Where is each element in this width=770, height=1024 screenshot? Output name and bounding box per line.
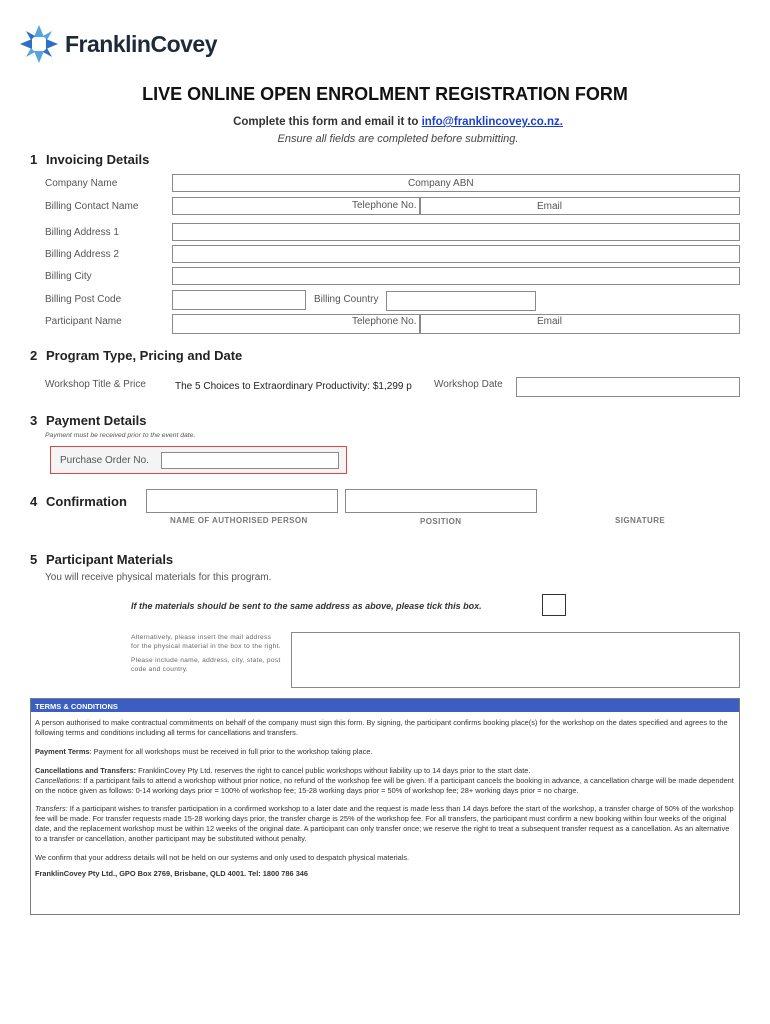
terms-privacy: We confirm that your address details will not be held on our systems and only used to despatch physical materials. [35,853,410,862]
workshop-date-label: Workshop Date [434,379,503,390]
section-2-number: 2 [30,348,38,363]
terms-cancellations [35,766,735,796]
position-input[interactable] [345,489,537,513]
brand-name: FranklinCovey [65,31,217,57]
section-5-number: 5 [30,552,38,567]
section-5-title: Participant Materials [46,552,174,567]
authorised-name-input[interactable] [146,489,338,513]
contact-email-link[interactable]: info@franklincovey.co.nz. [421,116,563,128]
terms-cancellations-text: If a participant fails to attend a workshop without prior notice, no refund of the workshop fee will be given. If a participant cancels the booking in advance, a cancellation charge will be made dependent on the notice given as follows: 0-14 working days prior = 100% of workshop fee; 15-28 working days prior = 50% of workshop fee; 28+ working days prior = no charge. [35,776,734,795]
terms-cancel-label: Cancellations and Transfers: [35,766,137,775]
billing-address-2-input[interactable] [172,245,740,263]
section-5-heading [30,552,173,567]
billing-post-code-input[interactable] [172,290,306,310]
page-title: LIVE ONLINE OPEN ENROLMENT REGISTRATION FORM [142,84,628,104]
alt-address-text-1: Alternatively, please insert the mail address for the physical material in the box to the right. [131,634,281,650]
billing-contact-label: Billing Contact Name [45,201,139,212]
section-3-title: Payment Details [46,413,147,428]
billing-city-input[interactable] [172,267,740,285]
section-4-title: Confirmation [46,494,127,509]
terms-panel [30,698,740,915]
purchase-order-input[interactable] [161,452,339,469]
terms-transfers-text: If a participant wishes to transfer participation in a confirmed workshop to a later date and the request is made less than 14 days before the start of the workshop, a transfer charge of 50% of the workshop fee will be made. For transfer requests made 15-28 working days prior, the transfer charge is 25% of the workshop fee. For all transfers, the participant must confirm a new booking within four weeks of the original date, and the replacement workshop must be within 12 weeks of the original date. A participant can only transfer once; we reserve the right to treat a subsequent transfer request as a cancellation. As an alternative to a transfer or cancellation, another participant may be substituted without penalty. [35,804,734,843]
billing-country-label: Billing Country [314,294,379,305]
alternative-address-instructions [131,634,281,674]
signature-caption: SIGNATURE [615,516,666,525]
workshop-title-value: The 5 Choices to Extraordinary Productivity: $1,299 p [175,381,412,392]
billing-contact-input[interactable] [172,197,740,215]
billing-country-input[interactable] [386,291,536,311]
workshop-date-input[interactable] [516,377,740,397]
payment-note: Payment must be received prior to the event date. [45,432,196,439]
franklincovey-compass-icon [20,25,58,63]
company-abn-label: Company ABN [408,178,474,189]
section-1-number: 1 [30,152,38,167]
purchase-order-label: Purchase Order No. [60,455,149,466]
terms-payment-text: : Payment for all workshops must be received in full prior to the workshop taking place. [89,747,373,756]
terms-cancel-text: FranklinCovey Pty Ltd. reserves the right to cancel public workshops without liability up to 14 days prior to the start date. [136,766,531,775]
section-1-heading [30,152,149,167]
section-4-number: 4 [30,494,38,509]
section-3-heading [30,413,146,428]
alternative-address-input[interactable] [291,632,740,688]
section-1-title: Invoicing Details [46,152,150,167]
section-2-title: Program Type, Pricing and Date [46,348,243,363]
purchase-order-panel [50,446,347,474]
section-2-heading [30,348,242,363]
participant-telephone-divider [419,314,421,334]
section-4-heading [30,494,127,509]
billing-address-2-label: Billing Address 2 [45,249,119,260]
participant-name-label: Participant Name [45,316,122,327]
terms-payment-label: Payment Terms [35,747,90,756]
section-3-number: 3 [30,413,38,428]
participant-name-input[interactable] [172,314,740,334]
position-caption: POSITION [420,517,462,526]
billing-address-1-input[interactable] [172,223,740,241]
terms-body [35,718,735,888]
franklincovey-logo [20,25,230,65]
terms-company-address: FranklinCovey Pty Ltd., GPO Box 2769, Brisbane, QLD 4001. Tel: 1800 786 346 [35,869,309,878]
same-address-checkbox[interactable] [542,594,566,616]
participant-telephone-label: Telephone No. [352,316,417,327]
terms-transfers [35,804,735,844]
billing-city-label: Billing City [45,271,92,282]
terms-cancellations-label: Cancellations: [35,776,82,785]
workshop-title-label: Workshop Title & Price [45,379,146,390]
instruction-line [0,116,770,128]
terms-authorisation: A person authorised to make contractual commitments on behalf of the company must sign this form. By signing, the participant confirms booking place(s) for the workshop on the dates specified and agrees to the following terms and conditions including all terms for cancellations and transfers. [35,718,728,737]
instruction-note: Ensure all fields are completed before submitting. [277,133,519,145]
company-name-label: Company Name [45,178,118,189]
telephone-label: Telephone No. [352,200,417,211]
materials-subtitle: You will receive physical materials for this program. [45,572,272,583]
authorised-name-caption: NAME OF AUTHORISED PERSON [170,516,308,525]
same-address-text: If the materials should be sent to the same address as above, please tick this box. [131,601,482,611]
email-label: Email [537,201,563,212]
billing-address-1-label: Billing Address 1 [45,227,119,238]
alt-address-text-2: Please include name, address, city, state, post code and country. [131,657,281,673]
instruction-text: Complete this form and email it to [233,116,419,128]
telephone-divider [419,197,421,215]
participant-email-label: Email [537,316,563,327]
workshop-title-select[interactable] [172,376,418,396]
billing-post-code-label: Billing Post Code [45,294,122,305]
terms-payment [35,747,735,757]
terms-transfers-label: Transfers: [35,804,68,813]
terms-heading: TERMS & CONDITIONS [31,699,739,712]
